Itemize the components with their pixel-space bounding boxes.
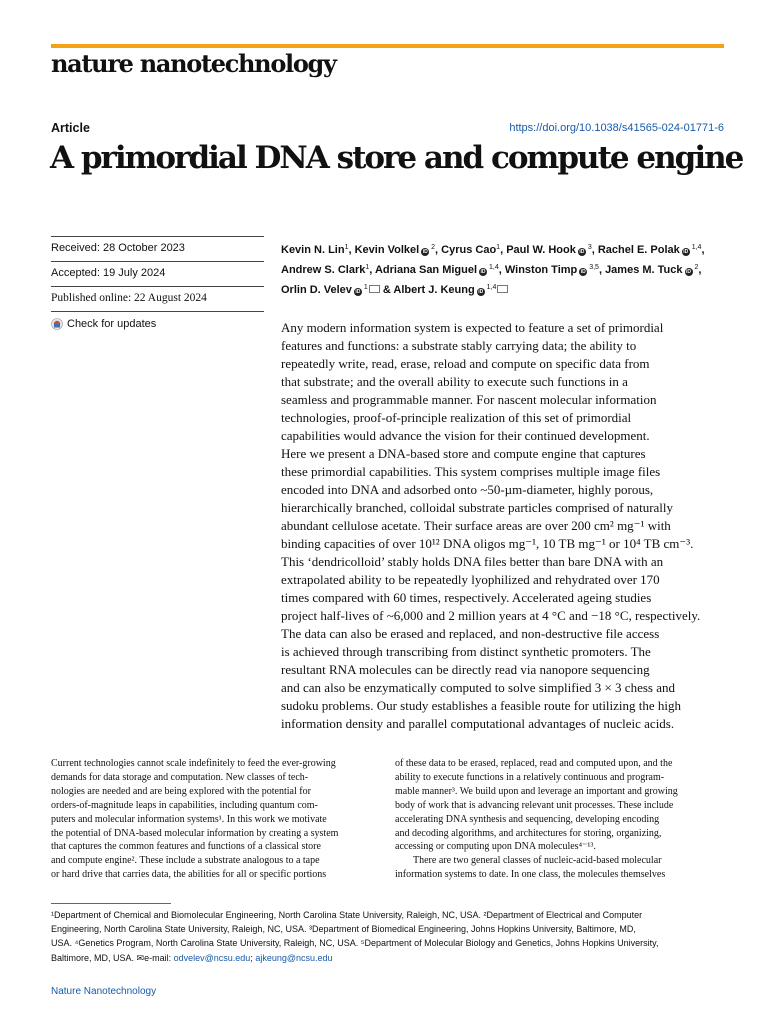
- header-accent-bar: [51, 44, 724, 48]
- author-line: Andrew S. Clark$^1$, Adriana San Miguel iD $^{1,4}$, Winston Timp iD $^{3,5}$, James M. Tuck iD $^2$,: [281, 264, 702, 276]
- article-title: A primordial DNA store and compute engine: [50, 140, 743, 176]
- abstract-line: and can also be enzymatically computed to solve simplified 3 × 3 chess and: [281, 680, 675, 695]
- body-line: and decoding algorithms, and architectures for storing, organizing,: [395, 827, 662, 839]
- abstract-line: resultant RNA molecules can be directly read via nanopore sequencing: [281, 662, 650, 677]
- abstract-line: extrapolated ability to be repeatedly lyophilized and rehydrated over 170: [281, 572, 660, 587]
- email-link-velev[interactable]: odvelev@ncsu.edu: [173, 952, 251, 963]
- footer-journal-name: Nature Nanotechnology: [51, 986, 157, 997]
- email-icon: ✉: [136, 952, 145, 963]
- body-line: puters and molecular information systems¹. In this work we motivate: [51, 813, 327, 825]
- email-icon[interactable]: [369, 285, 380, 293]
- body-line: body of work that is advancing relevant unit processes. These include: [395, 799, 674, 811]
- author-line: Orlin D. Velev iD $^1$ & Albert J. Keung iD $^{1,4}$: [281, 279, 727, 299]
- body-line: There are two general classes of nucleic-acid-based molecular: [413, 855, 662, 867]
- footnote-divider: [51, 903, 171, 904]
- doi-link[interactable]: https://doi.org/10.1038/s41565-024-01771-6: [509, 122, 724, 134]
- abstract: [281, 319, 726, 733]
- divider: [51, 261, 264, 262]
- body-line: Current technologies cannot scale indefinitely to feed the ever-growing: [51, 758, 336, 769]
- abstract-line: features and functions: a substrate stably carrying data; the ability to: [281, 338, 637, 353]
- author-list: [281, 239, 727, 299]
- body-line: that captures the common features and functions of a classical store: [51, 841, 321, 853]
- author-line: Kevin N. Lin$^1$, Kevin Volkel iD $^2$, Cyrus Cao$^1$, Paul W. Hook iD $^3$, Rachel E. Polak iD $^{1,4}$,: [281, 244, 705, 256]
- abstract-line: project half-lives of ~6,000 and 2 million years at 4 °C and −18 °C, respectively.: [281, 608, 701, 623]
- abstract-line: The data can also be erased and replaced, and non-destructive file access: [281, 626, 660, 641]
- abstract-line: encoded into DNA and adsorbed onto ~50-µm-diameter, highly porous,: [281, 482, 654, 497]
- abstract-line: seamless and programmable manner. For nascent molecular information: [281, 392, 657, 407]
- abstract-line: Here we present a DNA-based store and compute engine that captures: [281, 446, 646, 461]
- footnote-line: Engineering, North Carolina State University, Raleigh, NC, USA. ³Department of Biomedical Engineering, Johns Hopkins University, Baltimore, MD,: [51, 924, 636, 935]
- published-date: Published online: 22 August 2024: [51, 292, 207, 304]
- abstract-line: times compared with 60 times, respectively. Accelerated ageing studies: [281, 590, 652, 605]
- abstract-line: Any modern information system is expected to feature a set of primordial: [281, 320, 664, 335]
- orcid-icon[interactable]: iD: [579, 249, 585, 255]
- body-line: demands for data storage and computation. New classes of tech-: [51, 771, 309, 783]
- footnote-line: USA. ⁴Genetics Program, North Carolina State University, Raleigh, NC, USA. ⁵Department of Molecular Biology and Genetics, Johns Hopkins University,: [51, 938, 659, 949]
- abstract-line: hierarchically branched, colloidal substrate particles comprised of naturally: [281, 500, 674, 515]
- abstract-line: information density and parallel computational advantages of nucleic acids.: [281, 716, 675, 731]
- divider: [51, 236, 264, 237]
- article-type-label: Article: [51, 121, 90, 135]
- abstract-line: This ‘dendricolloid’ stably holds DNA files better than bare DNA with an: [281, 554, 664, 569]
- footnote-line: ¹Department of Chemical and Biomolecular Engineering, North Carolina State University, Raleigh, NC, USA. ²Department of Electrical and Computer: [51, 910, 643, 920]
- body-line: accelerating DNA synthesis and sequencing, developing encoding: [395, 813, 660, 825]
- abstract-line: is achieved through transcribing from distinct synthetic promoters. The: [281, 644, 651, 659]
- orcid-icon[interactable]: iD: [580, 269, 586, 275]
- email-icon[interactable]: [497, 285, 508, 293]
- orcid-icon[interactable]: iD: [683, 249, 689, 255]
- check-for-updates-label: Check for updates: [67, 318, 157, 330]
- update-check-icon: [51, 318, 63, 330]
- check-for-updates-button[interactable]: [51, 318, 156, 330]
- body-line: orders-of-magnitude leaps in capabilities, including quantum com-: [51, 799, 318, 811]
- abstract-line: these primordial capabilities. This system comprises multiple image files: [281, 464, 661, 479]
- footnote-line: Baltimore, MD, USA.: [51, 952, 135, 963]
- orcid-icon[interactable]: iD: [478, 289, 484, 295]
- orcid-icon[interactable]: iD: [422, 249, 428, 255]
- divider: [51, 311, 264, 312]
- abstract-line: capabilities would advance the vision for their continued development.: [281, 428, 650, 443]
- received-date: Received: 28 October 2023: [51, 242, 185, 254]
- email-label: e-mail:: [144, 952, 172, 963]
- body-column-left: [51, 757, 383, 882]
- abstract-line: sudoku problems. Our study establishes a feasible route for utilizing the high: [281, 698, 682, 713]
- abstract-line: binding capacities of over 10¹² DNA oligos mg⁻¹, 10 TB mg⁻¹ or 10⁴ TB cm⁻³.: [281, 536, 694, 551]
- abstract-line: repeatedly write, read, erase, reload and compute on specific data from: [281, 356, 650, 371]
- body-line: of these data to be erased, replaced, read and computed upon, and the: [395, 758, 673, 769]
- body-line: and compute engine². These include a substrate analogous to a tape: [51, 855, 320, 867]
- orcid-icon[interactable]: iD: [686, 269, 692, 275]
- orcid-icon[interactable]: iD: [480, 269, 486, 275]
- body-line: information systems to date. In one class, the molecules themselves: [395, 869, 666, 881]
- orcid-icon[interactable]: iD: [355, 289, 361, 295]
- abstract-line: abundant cellulose acetate. Their surface areas are over 200 cm² mg⁻¹ with: [281, 518, 671, 533]
- body-line: nologies are needed and are being explored with the potential for: [51, 785, 311, 797]
- journal-name: nature nanotechnology: [51, 49, 336, 78]
- body-line: accessing or computing upon DNA molecules⁴⁻¹³.: [395, 841, 596, 853]
- email-link-keung[interactable]: ajkeung@ncsu.edu: [255, 952, 333, 963]
- body-line: or hard drive that carries data, the abilities for all or specific portions: [51, 869, 327, 881]
- accepted-date: Accepted: 19 July 2024: [51, 267, 166, 279]
- body-line: ability to execute functions in a relatively continuous and program-: [395, 771, 665, 783]
- abstract-line: that substrate; and the overall ability to execute such functions in a: [281, 374, 628, 389]
- body-line: mable manner³. We build upon and leverage an important and growing: [395, 785, 678, 797]
- divider: [51, 286, 264, 287]
- body-line: the potential of DNA-based molecular information by creating a system: [51, 827, 339, 839]
- affiliations: ¹Department of Chemical and Biomolecular Engineering, North Carolina State University, Raleigh, NC, USA. ²Department of Electrical and Computer Engineering, North Carolina State University, Raleigh, NC, USA. ³Department of Biomedical Engineering, Johns Hopkins University, Baltimore, MD, USA. ⁴Genetics Program, North Carolina State University, Raleigh, NC, USA. ⁵Department of Molecular Biology and Genetics, Johns Hopkins University, Baltimore, MD, USA. ✉e-mail: odvelev@ncsu.edu; ajkeung@ncsu.edu: [51, 908, 731, 965]
- body-column-right: [395, 757, 727, 882]
- abstract-line: technologies, proof-of-principle realization of this set of primordial: [281, 410, 632, 425]
